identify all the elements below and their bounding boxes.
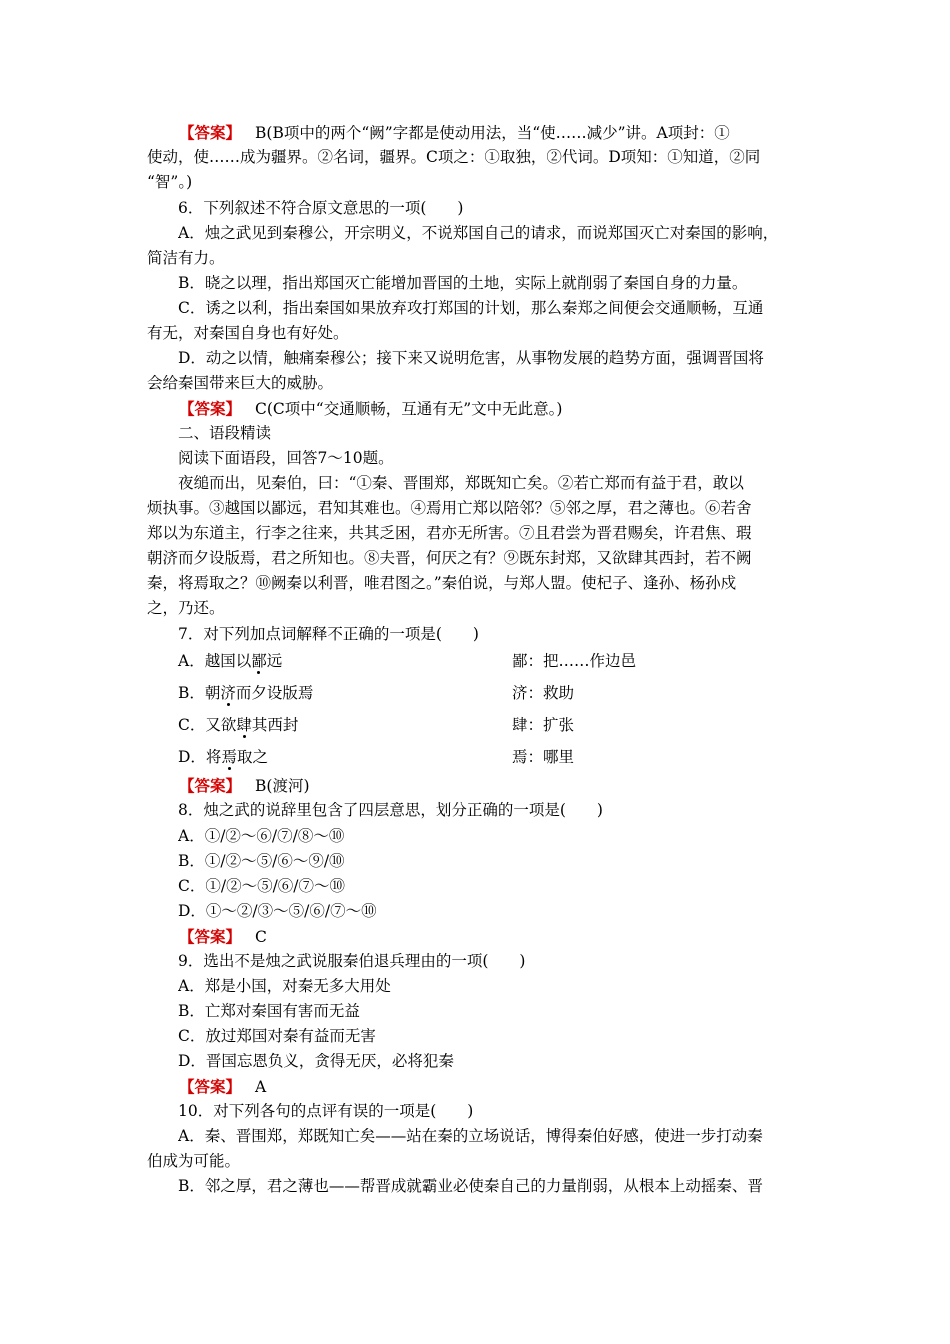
q8-option-d: D．①～②/③～⑤/⑥/⑦～⑩ — [178, 902, 377, 920]
dotted-word: 焉 — [221, 748, 237, 766]
q10-option-a-cont: 伯成为可能。 — [147, 1152, 241, 1170]
option-text: 远 — [266, 652, 283, 670]
q6-option-d-cont: 会给秦国带来巨大的威胁。 — [147, 374, 334, 392]
option-text: A．越国以 — [178, 652, 252, 670]
q8-stem: 8．烛之武的说辞里包含了四层意思，划分正确的一项是( ) — [178, 801, 603, 819]
answer-tag: 【答案】 — [179, 1077, 242, 1096]
passage-line: 郑以为东道主，行李之往来，共其乏困，君亦无所害。⑦且君尝为晋君赐矣，许君焦、瑕 — [147, 524, 752, 542]
q6-stem: 6．下列叙述不符合原文意思的一项( ) — [178, 199, 464, 217]
passage-line: 朝济而夕设版焉，君之所知也。⑧夫晋，何厌之有？⑨既东封郑，又欲肆其西封，若不阙 — [147, 549, 752, 567]
q7-answer — [147, 773, 827, 799]
dotted-word: 鄙 — [251, 652, 267, 670]
q5-answer-line-3: “智”。) — [147, 173, 193, 191]
q7-option-a-explanation: 鄙：把……作边邑 — [512, 652, 637, 670]
q6-option-a-cont: 简洁有力。 — [147, 249, 225, 267]
q9-answer-text: A — [255, 1078, 267, 1096]
q9-stem: 9．选出不是烛之武说服秦伯退兵理由的一项( ) — [178, 952, 526, 970]
q9-option-a: A．郑是小国，对秦无多大用处 — [178, 977, 391, 995]
q9-answer — [147, 1074, 827, 1100]
q7-option-b-explanation: 济：救助 — [512, 684, 575, 702]
q7-option-d — [178, 745, 268, 767]
q10-option-b: B．邻之厚，君之薄也——帮晋成就霸业必使秦自己的力量削弱，从根本上动摇秦、晋 — [178, 1177, 763, 1195]
section-title: 二、语段精读 — [178, 424, 272, 442]
q5-answer-text: B(B项中的两个“阙”字都是使动用法，当“使……减少”讲。A项封：① — [255, 124, 730, 142]
q7-option-c — [178, 713, 298, 735]
q8-option-a: A．①/②～⑥/⑦/⑧～⑩ — [178, 827, 345, 845]
q6-option-a: A．烛之武见到秦穆公，开宗明义，不说郑国自己的请求，而说郑国灭亡对秦国的影响， — [178, 224, 779, 242]
option-text: 而夕设版焉 — [235, 684, 314, 702]
q8-option-c: C．①/②～⑤/⑥/⑦～⑩ — [178, 877, 346, 895]
passage-line: 秦，将焉取之？⑩阙秦以利晋，唯君图之。”秦伯说，与郑人盟。使杞子、逢孙、杨孙戍 — [147, 574, 737, 592]
q6-option-d: D．动之以情，触痛秦穆公；接下来又说明危害，从事物发展的趋势方面，强调晋国将 — [178, 349, 764, 367]
dotted-word: 济 — [220, 684, 236, 702]
option-text: C．又欲 — [178, 716, 237, 734]
answer-tag: 【答案】 — [179, 776, 242, 795]
option-text: 取之 — [236, 748, 268, 766]
option-text: 其西封 — [251, 716, 299, 734]
q7-option-b — [178, 681, 313, 703]
answer-tag: 【答案】 — [179, 927, 242, 946]
section-intro: 阅读下面语段，回答7～10题。 — [178, 449, 394, 467]
q6-answer-text: C(C项中“交通顺畅，互通有无”文中无此意。) — [255, 400, 563, 418]
q6-option-c: C．诱之以利，指出秦国如果放弃攻打郑国的计划，那么秦郑之间便会交通顺畅，互通 — [178, 299, 764, 317]
answer-tag: 【答案】 — [179, 399, 242, 418]
passage-line: 烦执事。③越国以鄙远，君知其难也。④焉用亡郑以陪邻？⑤邻之厚，君之薄也。⑥若舍 — [147, 499, 752, 517]
q5-answer-line-1 — [147, 120, 827, 146]
q8-option-b: B．①/②～⑤/⑥～⑨/⑩ — [178, 852, 345, 870]
q10-option-a: A．秦、晋围郑，郑既知亡矣——站在秦的立场说话，博得秦伯好感，使进一步打动秦 — [178, 1127, 763, 1145]
q7-stem: 7．对下列加点词解释不正确的一项是( ) — [178, 625, 479, 643]
q6-option-c-cont: 有无，对秦国自身也有好处。 — [147, 324, 349, 342]
q8-answer-text: C — [255, 928, 267, 946]
q6-answer — [147, 396, 827, 422]
passage-line: 夜缒而出，见秦伯，曰：“①秦、晋围郑，郑既知亡矣。②若亡郑而有益于君，敢以 — [178, 474, 744, 492]
passage-line: 之，乃还。 — [147, 599, 225, 617]
q7-option-c-explanation: 肆：扩张 — [512, 716, 575, 734]
q9-option-d: D．晋国忘恩负义，贪得无厌，必将犯秦 — [178, 1052, 454, 1070]
dotted-word: 肆 — [236, 716, 252, 734]
option-text: B．朝 — [178, 684, 221, 702]
q9-option-b: B．亡郑对秦国有害而无益 — [178, 1002, 360, 1020]
option-text: D．将 — [178, 748, 222, 766]
q5-answer-line-2: 使动，使……成为疆界。②名词，疆界。C项之：①取独，②代词。D项知：①知道，②同 — [147, 148, 761, 166]
answer-tag: 【答案】 — [179, 123, 242, 142]
q7-answer-text: B(渡河) — [255, 777, 310, 795]
q9-option-c: C．放过郑国对秦有益而无害 — [178, 1027, 376, 1045]
q6-option-b: B．晓之以理，指出郑国灭亡能增加晋国的土地，实际上就削弱了秦国自身的力量。 — [178, 274, 748, 292]
q8-answer — [147, 924, 827, 950]
q10-stem: 10．对下列各句的点评有误的一项是( ) — [178, 1102, 474, 1120]
q7-option-d-explanation: 焉：哪里 — [512, 748, 575, 766]
q7-option-a — [178, 649, 282, 671]
